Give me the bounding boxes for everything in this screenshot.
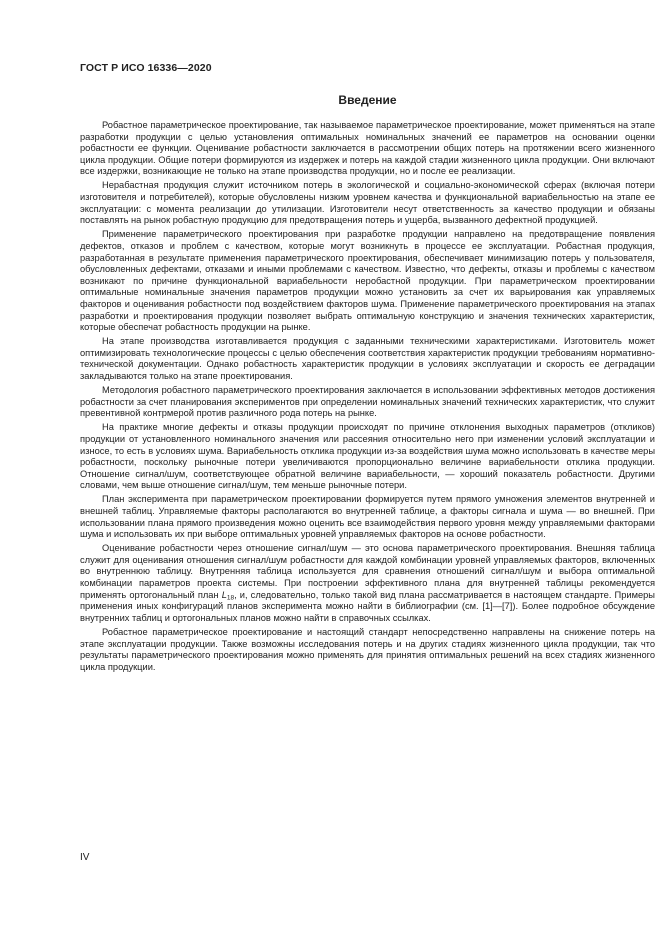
paragraph-3: Применение параметрического проектирования при разработке продукции направлено на предотвращение появления дефектов, отказов и проблем с качеством, которые могут возникнуть в процессе ее эксплуатации. Робастная продукция, разработанная в результате применения параметрического проектирования, обеспечивает минимизацию потерь у пользователя, обусловленных дефектами, отказами и иными проблемами с качеством. Известно, что дефекты, отказы и проблемы с качеством возникают по причине функциональной вариабельности неробастной продукции. При параметрическом проектировании оптимальные номинальные значения параметров продукции можно установить за счет их варьирования как управляемых факторов и оценивания робастности под воздействием факторов шума. Применение параметрического проектирования на этапах разработки и проектирования продукции позволяет выбрать оптимальную конструкцию и значения технических характеристик, которые обеспечат робастность продукции на рынке. xyxy=(80,229,655,333)
paragraph-8-tail: , и, следовательно, только такой вид плана рассматривается в настоящем стандарте. Примеры применения иных конфигураций планов эксперимента можно найти в библиографии (см. [1]—[7]). Более подробное обсуждение внутренних таблиц и ортогональных планов можно найти в справочных ссылках. xyxy=(80,589,655,623)
paragraph-6: На практике многие дефекты и отказы продукции происходят по причине отклонения выходных параметров (откликов) продукции от установленного номинального значения или рассеяния относительно него при изменении условий эксплуатации и износе, то есть в условиях шума. Вариабельность отклика продукции из-за воздействия шума можно использовать в качестве меры робастности, поскольку рыночные потери увеличиваются пропорционально величине вариабельности отклика продукции. Отношение сигнал/шум, соответствующее обратной величине вариабельности, — хороший показатель робастности. Другими словами, чем выше отношение сигнал/шум, тем меньше рыночные потери. xyxy=(80,422,655,491)
paragraph-4: На этапе производства изготавливается продукция с заданными техническими характеристиками. Изготовитель может оптимизировать технологические процессы с целью обеспечения соответствия характеристик продукции требованиям нормативно-технической документации. Однако робастность характеристик продукции в условиях эксплуатации и скорость ее деградации закладываются только на этапе проектирования. xyxy=(80,336,655,381)
paragraph-5: Методология робастного параметрического проектирования заключается в использовании эффективных методов достижения робастности за счет планирования экспериментов при определении номинальных значений технических характеристик, что служит превентивной контрмерой против различного рода потерь на рынке. xyxy=(80,385,655,419)
paragraph-8-text: Оценивание робастности через отношение сигнал/шум — это основа параметрического проектирования. Внешняя таблица служит для оценивания отношения сигнал/шум робастности для каждой комбинации уровней управляемых факторов, включенных во внутреннюю таблицу. Внутренняя таблица используется для сравнения отношений сигнал/шум и выбора оптимальной комбинации параметров проекта системы. При построении эффективного плана для внутренней таблицы рекомендуется применять ортогональный план xyxy=(80,543,655,600)
plan-symbol: L xyxy=(221,589,227,600)
paragraph-1: Робастное параметрическое проектирование, так называемое параметрическое проектирование, может применяться на этапе разработки продукции с целью установления оптимальных номинальных значений ее параметров на основании оценки робастности ее функции. Оценивание робастности заключается в рассмотрении общих потерь на протяжении всего жизненного цикла продукции. Общие потери формируются из издержек и потерь на каждой стадии жизненного цикла продукции. Они включают все издержки, возникающие не только на этапе производства продукции, но и после ее реализации. xyxy=(80,120,655,177)
paragraph-8 xyxy=(80,543,655,624)
paragraph-9: Робастное параметрическое проектирование и настоящий стандарт непосредственно направлены на снижение потерь на этапе эксплуатации продукции. Также возможны исследования потерь и на других стадиях жизненного цикла продукции, так что результаты параметрического проектирования можно применять для принятия оптимальных решений на всех стадиях жизненного цикла продукции. xyxy=(80,626,655,672)
paragraph-2: Нерабастная продукция служит источником потерь в экологической и социально-экономической сферах (включая потери изготовителя и потребителей), которые обусловлены низким уровнем качества и функциональной вариабельностью на этапе ее эксплуатации: с момента реализации до утилизации. Изготовители несут ответственность за качество продукции и обязаны поставлять на рынок робастную продукцию для предотвращения потерь и ущерба, вызванного дефектной продукцией. xyxy=(80,180,655,226)
body-text xyxy=(80,120,655,676)
page-number: IV xyxy=(80,852,90,863)
section-title: Введение xyxy=(338,93,397,107)
document-header: ГОСТ Р ИСО 16336—2020 xyxy=(80,62,212,74)
paragraph-7: План эксперимента при параметрическом проектировании формируется путем прямого умножения элементов внутренней и внешней таблиц. Управляемые факторы располагаются во внутренней таблице, а факторы сигнала и шума — во внешней. При использовании плана прямого произведения можно оценить все взаимодействия первого уровня между управляемыми факторами шума и использовать их при выборе оптимальных уровней управляемых факторов на основе робастности. xyxy=(80,494,655,540)
plan-subscript: 18 xyxy=(226,594,235,602)
